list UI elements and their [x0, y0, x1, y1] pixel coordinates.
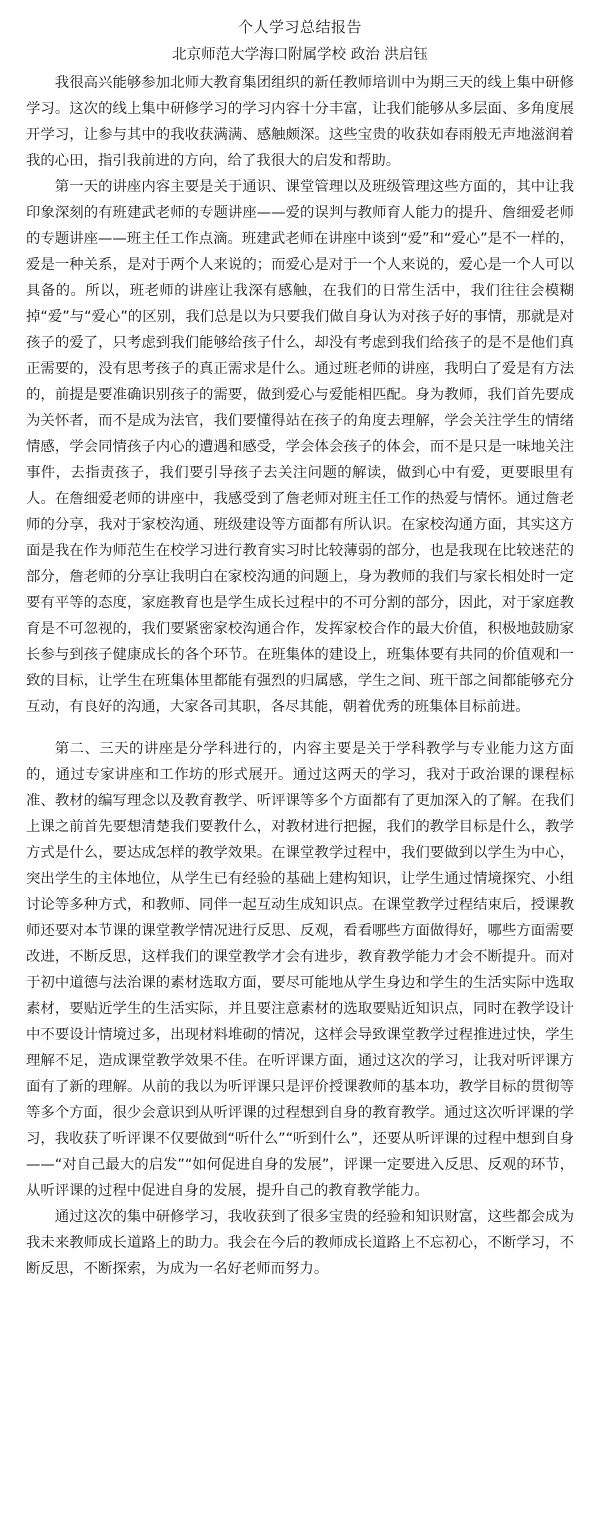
paragraph-day-one: 第一天的讲座内容主要是关于通识、课堂管理以及班级管理这些方面的，其中让我印象深刻的有班建武老师的专题讲座——爱的误判与教师育人能力的提升、詹细爱老师的专题讲座——班主任工作点滴。班建武老师在讲座中谈到“爱”和“爱心”是不一样的，爱是一种关系，是对于两个人来说的；而爱心是对于一个人来说的，爱心是一个人可以具备的。所以，班老师的讲座让我深有感触，在我们的日常生活中，我们往往会模糊掉“爱”与“爱心”的区别，我们总是以为只要我们做自身认为对孩子好的事情，那就是对孩子的爱了，只考虑到我们能够给孩子什么，却没有考虑到我们给孩子的是不是他们真正需要的，没有思考孩子的真正需求是什么。通过班老师的讲座，我明白了爱是有方法的，前提是要准确识别孩子的需要，做到爱心与爱能相匹配。身为教师，我们首先要成为关怀者，而不是成为法官，我们要懂得站在孩子的角度去理解，学会关注学生的情绪情感，学会同情孩子内心的遭遇和感受，学会体会孩子的体会，而不是只是一味地关注事件，去指责孩子，我们要引导孩子去关注问题的解读，做到心中有爱，更要眼里有人。在詹细爱老师的讲座中，我感受到了詹老师对班主任工作的热爱与情怀。通过詹老师的分享，我对于家校沟通、班级建设等方面都有所认识。在家校沟通方面，其实这方面是我在作为师范生在校学习进行教育实习时比较薄弱的部分，也是我现在比较迷茫的部分，詹老师的分享让我明白在家校沟通的问题上，身为教师的我们与家长相处时一定要有平等的态度，家庭教育也是学生成长过程中的不可分割的部分，因此，对于家庭教育是不可忽视的，我们要紧密家校沟通合作，发挥家校合作的最大价值，积极地鼓励家长参与到孩子健康成长的各个环节。在班集体的建设上，班集体要有共同的价值观和一致的目标，让学生在班集体里都能有强烈的归属感，学生之间、班干部之间都能够充分互动，有良好的沟通，大家各司其职，各尽其能，朝着优秀的班集体目标前进。 — [26, 179, 574, 715]
document-title: 个人学习总结报告 — [237, 18, 362, 36]
author-byline: 北京师范大学海口附属学校 政治 洪启钰 — [172, 47, 428, 63]
paragraph-intro: 我很高兴能够参加北师大教育集团组织的新任教师培训中为期三天的线上集中研修学习。这次的线上集中研修学习的学习内容十分丰富，让我们能够从多层面、多角度展开学习，让参与其中的我收获满满、感触颇深。这些宝贵的收获如春雨般无声地滋润着我的心田，指引我前进的方向，给了我很大的启发和帮助。 — [26, 75, 574, 169]
paragraph-days-two-three: 第二、三天的讲座是分学科进行的，内容主要是关于学科教学与专业能力这方面的，通过专家讲座和工作坊的形式展开。通过这两天的学习，我对于政治课的课程标准、教材的编写理念以及教育教学、听评课等多个方面都有了更加深入的了解。在我们上课之前首先要想清楚我们要教什么，对教材进行把握，我们的教学目标是什么，教学方式是什么，要达成怎样的教学效果。在课堂教学过程中，我们要做到以学生为中心，突出学生的主体地位，从学生已有经验的基础上建构知识，让学生通过情境探究、小组讨论等多种方式，和教师、同伴一起互动生成知识点。在课堂教学过程结束后，授课教师还要对本节课的课堂教学情况进行反思、反观，看看哪些方面做得好，哪些方面需要改进，不断反思，这样我们的课堂教学才会有进步，教育教学能力才会不断提升。而对于初中道德与法治课的素材选取方面，要尽可能地从学生身边和学生的生活实际中选取素材，要贴近学生的生活实际，并且要注意素材的选取要贴近知识点，同时在教学设计中不要设计情境过多，出现材料堆砌的情况，这样会导致课堂教学过程推进过快，学生理解不足，造成课堂教学效果不佳。在听评课方面，通过这次的学习，让我对听评课方面有了新的理解。从前的我以为听评课只是评价授课教师的基本功，教学目标的贯彻等等多个方面，很少会意识到从听评课的过程想到自身的教育教学。通过这次听评课的学习，我收获了听评课不仅要做到“听什么”“听到什么”，还要从听评课的过程中想到自身——“对自己最大的启发”“如何促进自身的发展”，评课一定要进入反思、反观的环节，从听评课的过程中促进自身的发展，提升自己的教育教学能力。 — [26, 741, 574, 1199]
paragraph-conclusion: 通过这次的集中研修学习，我收获到了很多宝贵的经验和知识财富，这些都会成为我未来教师成长道路上的助力。我会在今后的教师成长道路上不忘初心，不断学习，不断反思，不断探索，为成为一名好老师而努力。 — [26, 1209, 574, 1277]
